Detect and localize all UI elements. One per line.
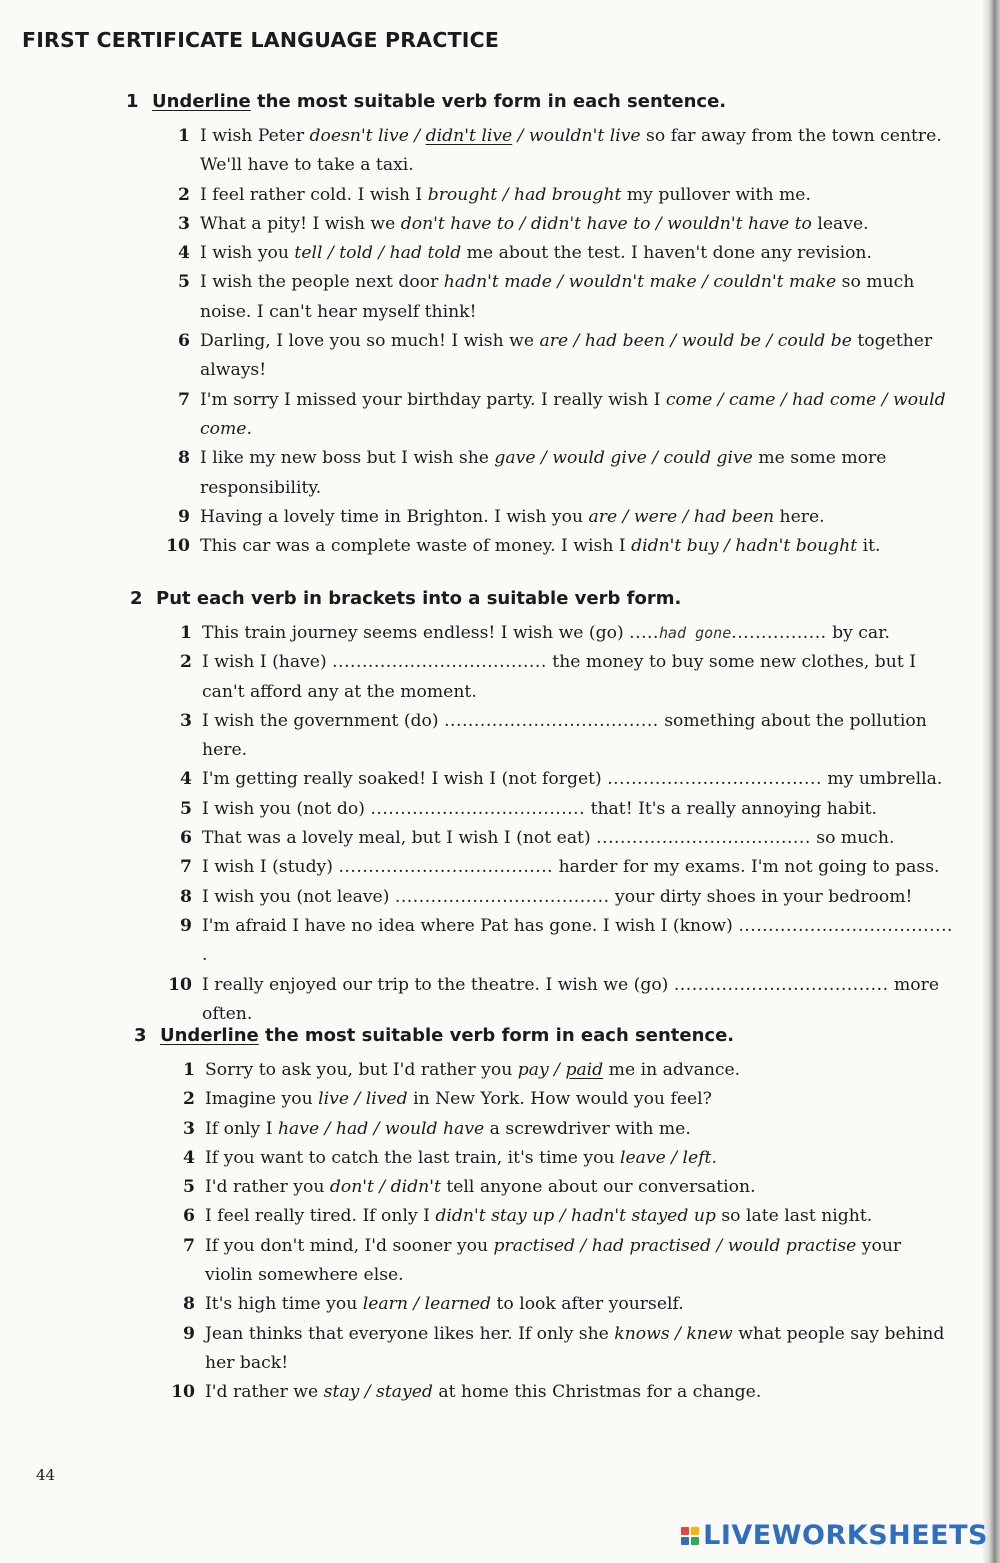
item-number: 7: [180, 857, 192, 878]
answer-blank[interactable]: ....................................: [596, 828, 811, 849]
list-item: [180, 765, 960, 794]
item-number: 5: [183, 1177, 195, 1198]
list-item: [178, 503, 960, 532]
sentence-end: leave.: [811, 213, 869, 234]
item-number: 2: [180, 652, 192, 673]
item-number: 3: [180, 710, 192, 731]
sentence-end: .: [202, 945, 208, 966]
sentence-start: I wish the people next door: [200, 272, 444, 293]
page-title: FIRST CERTIFICATE LANGUAGE PRACTICE: [22, 28, 500, 52]
option-choices: tell / told / had told: [294, 243, 462, 264]
sentence-end: your dirty shoes in your bedroom!: [609, 886, 913, 907]
sentence-end: more often.: [202, 974, 940, 1024]
list-item: [178, 386, 960, 445]
sentence-end: the money to buy some new clothes, but I can't afford any at the moment.: [202, 652, 917, 702]
page-number: 44: [36, 1466, 56, 1484]
list-item: [178, 268, 960, 327]
sentence-start: I'd rather we: [205, 1382, 324, 1403]
option-choices: practised / had practised / would practise: [493, 1235, 857, 1256]
option-choices: are / had been / would be / could be: [539, 331, 852, 352]
sentence-start: Jean thinks that everyone likes her. If only she: [205, 1323, 615, 1344]
answer-blank[interactable]: ....................................: [738, 915, 953, 936]
sentence-start: Imagine you: [205, 1089, 319, 1110]
item-number: 2: [178, 184, 190, 205]
sentence-start: I wish you (not do): [202, 798, 371, 819]
sentence-start: What a pity! I wish we: [200, 213, 401, 234]
item-number: 6: [183, 1206, 195, 1227]
sentence-start: This train journey seems endless! I wish we (go): [202, 623, 630, 643]
sentence-start: That was a lovely meal, but I wish I (not eat): [202, 828, 597, 849]
answer-blank[interactable]: ....................................: [370, 798, 586, 819]
sentence-end: me some more responsibility.: [200, 448, 887, 498]
item-number: 7: [178, 389, 190, 410]
item-number: 1: [180, 623, 192, 643]
sentence-end: that! It's a really annoying habit.: [585, 798, 877, 819]
list-item: [183, 1056, 945, 1085]
list-item: [180, 648, 960, 707]
sentence-end: me about the test. I haven't done any revision.: [461, 243, 872, 264]
sentence-start: I wish the government (do): [202, 710, 445, 731]
sentence-end: so much noise. I can't hear myself think!: [200, 272, 915, 322]
list-item: [183, 1290, 945, 1319]
option-choices: / wouldn't live: [512, 126, 641, 146]
exercise-number: 3: [134, 1025, 147, 1046]
list-item: [178, 181, 960, 210]
option-choices: live / lived: [318, 1089, 408, 1110]
sentence-start: I feel rather cold. I wish I: [200, 184, 428, 205]
option-choices: didn't buy / hadn't bought: [631, 536, 858, 557]
sentence-end: together always!: [200, 331, 933, 381]
item-number: 4: [178, 243, 190, 264]
item-number: 5: [178, 272, 190, 293]
item-number: 8: [183, 1294, 195, 1315]
list-item: [180, 883, 960, 912]
sentence-end: to look after yourself.: [491, 1294, 684, 1315]
answer-blank[interactable]: ....................................: [444, 710, 659, 731]
item-number: 10: [171, 1382, 195, 1403]
handwritten-answer: had gone: [658, 624, 732, 642]
list-item: [178, 444, 960, 503]
item-number: 4: [180, 769, 192, 790]
sentence-end: tell anyone about our conversation.: [440, 1177, 756, 1198]
item-number: 10: [168, 974, 192, 995]
list-item: [183, 1115, 945, 1144]
item-number: 9: [180, 915, 192, 936]
list-item: [180, 795, 960, 824]
option-choices: hadn't made / wouldn't make / couldn't make: [443, 272, 837, 293]
brand-logo-icon: [681, 1527, 699, 1545]
sentence-start: If you want to catch the last train, it's time you: [205, 1147, 621, 1168]
option-choices: gave / would give / could give: [494, 448, 753, 469]
sentence-end: in New York. How would you feel?: [407, 1089, 712, 1110]
sentence-end: here.: [774, 506, 825, 527]
list-item: [180, 853, 960, 882]
option-choices: don't have to / didn't have to / wouldn't have to: [400, 213, 812, 234]
exercise-2-list: [168, 619, 960, 1029]
sentence-end: your violin somewhere else.: [205, 1235, 902, 1286]
sentence-start: I wish Peter: [200, 126, 310, 146]
selected-option: paid: [565, 1060, 604, 1080]
list-item: [180, 707, 960, 766]
option-choices: leave / left.: [620, 1147, 717, 1168]
sentence-start: I'd rather you: [205, 1177, 330, 1198]
item-number: 10: [166, 536, 190, 557]
sentence-start: I'm afraid I have no idea where Pat has gone. I wish I (know): [202, 915, 739, 936]
exercise-number: 1: [126, 91, 139, 112]
instruction-text: Put each verb in brackets into a suitable verb form.: [156, 588, 682, 609]
option-choices: don't / didn't: [329, 1177, 441, 1198]
exercise-1-heading: [126, 91, 726, 112]
sentence-start: I like my new boss but I wish she: [200, 448, 495, 469]
sentence-start: It's high time you: [205, 1294, 363, 1315]
sentence-end: at home this Christmas for a change.: [432, 1382, 762, 1403]
sentence-start: Sorry to ask you, but I'd rather you: [205, 1060, 518, 1080]
answer-blank[interactable]: ....................................: [394, 886, 610, 907]
option-choices: didn't stay up / hadn't stayed up: [435, 1206, 716, 1227]
option-choices: knows / knew: [614, 1323, 733, 1344]
list-item: [180, 912, 960, 971]
item-number: 2: [183, 1089, 195, 1110]
option-choices: have / had / would have: [277, 1118, 485, 1139]
sentence-start: If you don't mind, I'd sooner you: [205, 1235, 494, 1256]
brand-name: LIVEWORKSHEETS: [703, 1520, 988, 1551]
sentence-start: I wish you: [200, 243, 295, 264]
exercise-1-list: [166, 122, 960, 561]
item-number: 8: [178, 448, 190, 469]
item-number: 6: [180, 828, 192, 849]
liveworksheets-brand[interactable]: [681, 1520, 988, 1551]
sentence-end: harder for my exams. I'm not going to pass.: [553, 857, 940, 878]
sentence-start: Having a lovely time in Brighton. I wish you: [200, 506, 589, 527]
answer-blank[interactable]: ....................................: [338, 857, 554, 878]
sentence-start: I feel really tired. If only I: [205, 1206, 436, 1227]
option-choices: learn / learned: [362, 1294, 492, 1315]
option-choices: stay / stayed: [323, 1382, 433, 1403]
instruction-underlined: Underline: [160, 1025, 259, 1046]
list-item: [183, 1173, 945, 1202]
list-item: [180, 824, 960, 853]
page-edge-shadow: [982, 0, 1000, 1563]
item-number: 3: [183, 1118, 195, 1139]
sentence-start: If only I: [205, 1118, 278, 1139]
list-item: [183, 1144, 945, 1173]
sentence-end: a screwdriver with me.: [484, 1118, 691, 1139]
sentence-end: so far away from the town centre. We'll have to take a taxi.: [200, 126, 942, 176]
option-choices: come / came / had come / would come.: [200, 389, 946, 439]
sentence-end: something about the pollution here.: [202, 710, 927, 761]
sentence-end: my umbrella.: [821, 769, 943, 790]
sentence-start: I'm getting really soaked! I wish I (not forget): [202, 769, 608, 790]
list-item: [168, 971, 960, 1030]
item-number: 3: [178, 213, 190, 234]
list-item: [183, 1232, 945, 1291]
sentence-end: so late last night.: [715, 1206, 873, 1227]
list-item: [166, 532, 960, 561]
selected-option: didn't live: [425, 126, 513, 146]
list-item: [180, 619, 960, 648]
sentence-end: my pullover with me.: [621, 184, 811, 205]
list-item: [183, 1202, 945, 1231]
sentence-start: I really enjoyed our trip to the theatre. I wish we (go): [202, 974, 674, 995]
exercise-3-heading: [134, 1025, 734, 1046]
list-item: [183, 1320, 945, 1379]
option-choices: pay /: [517, 1060, 566, 1080]
item-number: 4: [183, 1147, 195, 1168]
list-item: [178, 122, 960, 181]
item-number: 1: [183, 1060, 195, 1080]
sentence-start: I wish I (have): [202, 652, 333, 673]
item-number: 9: [183, 1323, 195, 1344]
item-number: 5: [180, 798, 192, 819]
instruction-text: the most suitable verb form in each sentence.: [258, 1025, 735, 1046]
answer-blank-dots: .....: [629, 623, 659, 643]
sentence-start: Darling, I love you so much! I wish we: [200, 331, 540, 352]
answer-blank[interactable]: ....................................: [332, 652, 547, 673]
sentence-end: so much.: [810, 828, 895, 849]
exercise-3-list: [171, 1056, 945, 1408]
instruction-underlined: Underline: [152, 91, 251, 112]
option-choices: brought / had brought: [427, 184, 622, 205]
sentence-end: it.: [857, 536, 881, 557]
option-choices: are / were / had been: [588, 506, 775, 527]
exercise-number: 2: [130, 588, 143, 609]
list-item: [178, 239, 960, 268]
exercise-2-heading: [130, 588, 681, 609]
option-choices: doesn't live /: [309, 126, 426, 146]
answer-blank[interactable]: ....................................: [673, 974, 889, 995]
instruction-text: the most suitable verb form in each sentence.: [250, 91, 727, 112]
item-number: 6: [178, 331, 190, 352]
answer-blank-dots: ................: [731, 623, 827, 643]
list-item: [178, 210, 960, 239]
sentence-end: what people say behind her back!: [205, 1323, 945, 1373]
sentence-start: This car was a complete waste of money. I wish I: [200, 536, 632, 557]
sentence-start: I wish you (not leave): [202, 886, 395, 907]
item-number: 7: [183, 1235, 195, 1256]
list-item: [171, 1378, 945, 1407]
sentence-end: me in advance.: [603, 1060, 741, 1080]
sentence-end: by car.: [826, 623, 890, 643]
list-item: [183, 1085, 945, 1114]
item-number: 8: [180, 886, 192, 907]
item-number: 9: [178, 506, 190, 527]
sentence-start: I'm sorry I missed your birthday party. I really wish I: [200, 389, 666, 410]
answer-blank[interactable]: ....................................: [607, 769, 822, 790]
list-item: [178, 327, 960, 386]
sentence-start: I wish I (study): [202, 857, 339, 878]
item-number: 1: [178, 126, 190, 146]
